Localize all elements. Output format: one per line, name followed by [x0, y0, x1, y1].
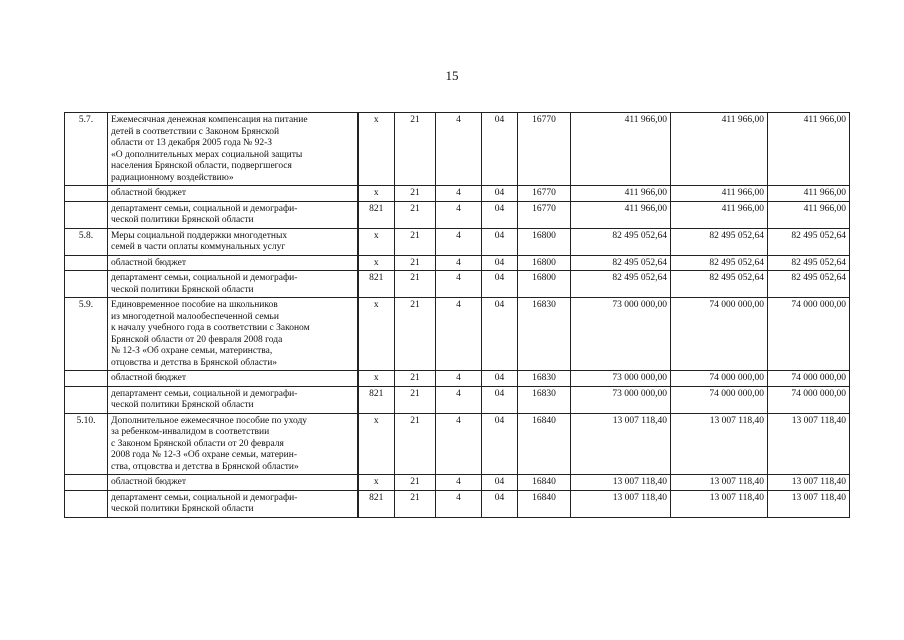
subsection-code: 4: [436, 490, 482, 517]
subsection-code: 4: [436, 386, 482, 413]
table-body: [65, 113, 850, 518]
amount-year-3: 13 007 118,40: [768, 413, 850, 475]
grbs-code: х: [358, 186, 395, 202]
amount-year-1: 82 495 052,64: [571, 228, 671, 255]
subsection-code: 4: [436, 475, 482, 491]
grbs-code: х: [358, 255, 395, 271]
subsection-code: 4: [436, 371, 482, 387]
subsection-code: 4: [436, 271, 482, 298]
row-name: департамент семьи, социальной и демографи- ческой политики Брянской области: [108, 271, 358, 298]
program-code: 04: [482, 386, 518, 413]
subsection-code: 4: [436, 113, 482, 186]
section-code: 21: [395, 271, 436, 298]
section-code: 21: [395, 113, 436, 186]
grbs-code: 821: [358, 386, 395, 413]
row-number: [65, 201, 108, 228]
amount-year-3: 411 966,00: [768, 113, 850, 186]
amount-year-3: 82 495 052,64: [768, 228, 850, 255]
amount-year-1: 13 007 118,40: [571, 475, 671, 491]
section-code: 21: [395, 490, 436, 517]
section-code: 21: [395, 298, 436, 371]
amount-year-2: 13 007 118,40: [671, 490, 768, 517]
row-name: областной бюджет: [108, 475, 358, 491]
direction-code: 16840: [518, 490, 571, 517]
direction-code: 16770: [518, 201, 571, 228]
subsection-code: 4: [436, 186, 482, 202]
direction-code: 16800: [518, 255, 571, 271]
table-row: [65, 490, 850, 517]
direction-code: 16800: [518, 271, 571, 298]
table-row: [65, 201, 850, 228]
amount-year-2: 82 495 052,64: [671, 271, 768, 298]
table-row: [65, 228, 850, 255]
amount-year-1: 73 000 000,00: [571, 298, 671, 371]
amount-year-1: 73 000 000,00: [571, 371, 671, 387]
subsection-code: 4: [436, 228, 482, 255]
direction-code: 16800: [518, 228, 571, 255]
row-number: [65, 255, 108, 271]
grbs-code: х: [358, 298, 395, 371]
row-number: 5.7.: [65, 113, 108, 186]
row-name: Меры социальной поддержки многодетных семей в части оплаты коммунальных услуг: [108, 228, 358, 255]
row-number: 5.8.: [65, 228, 108, 255]
page-number: 15: [445, 68, 459, 83]
amount-year-3: 82 495 052,64: [768, 255, 850, 271]
amount-year-1: 82 495 052,64: [571, 255, 671, 271]
grbs-code: 821: [358, 490, 395, 517]
amount-year-2: 411 966,00: [671, 201, 768, 228]
program-code: 04: [482, 490, 518, 517]
row-number: 5.10.: [65, 413, 108, 475]
grbs-code: х: [358, 413, 395, 475]
table-row: [65, 298, 850, 371]
direction-code: 16830: [518, 371, 571, 387]
subsection-code: 4: [436, 255, 482, 271]
program-code: 04: [482, 298, 518, 371]
section-code: 21: [395, 386, 436, 413]
amount-year-3: 13 007 118,40: [768, 490, 850, 517]
row-name: департамент семьи, социальной и демографи- ческой политики Брянской области: [108, 490, 358, 517]
program-code: 04: [482, 475, 518, 491]
table-row: [65, 113, 850, 186]
amount-year-2: 82 495 052,64: [671, 255, 768, 271]
grbs-code: х: [358, 475, 395, 491]
direction-code: 16830: [518, 386, 571, 413]
grbs-code: 821: [358, 201, 395, 228]
program-code: 04: [482, 271, 518, 298]
direction-code: 16770: [518, 113, 571, 186]
budget-table: [64, 112, 850, 518]
row-name: Единовременное пособие на школьников из многодетной малообеспеченной семьи к началу учебного года в соответствии с Законом Брянской области от 20 февраля 2008 года № 12-З «Об охране семьи, материнства, отцовства и детства в Брянской области»: [108, 298, 358, 371]
program-code: 04: [482, 255, 518, 271]
table-row: [65, 386, 850, 413]
amount-year-3: 74 000 000,00: [768, 371, 850, 387]
amount-year-2: 13 007 118,40: [671, 475, 768, 491]
amount-year-3: 411 966,00: [768, 201, 850, 228]
grbs-code: 821: [358, 271, 395, 298]
row-number: [65, 475, 108, 491]
program-code: 04: [482, 186, 518, 202]
table-row: [65, 186, 850, 202]
section-code: 21: [395, 228, 436, 255]
direction-code: 16840: [518, 413, 571, 475]
program-code: 04: [482, 201, 518, 228]
amount-year-1: 411 966,00: [571, 201, 671, 228]
table-row: [65, 255, 850, 271]
subsection-code: 4: [436, 201, 482, 228]
table-row: [65, 271, 850, 298]
amount-year-3: 13 007 118,40: [768, 475, 850, 491]
table-row: [65, 475, 850, 491]
table-row: [65, 413, 850, 475]
direction-code: 16840: [518, 475, 571, 491]
amount-year-3: 74 000 000,00: [768, 386, 850, 413]
amount-year-2: 74 000 000,00: [671, 371, 768, 387]
program-code: 04: [482, 413, 518, 475]
row-number: [65, 371, 108, 387]
direction-code: 16830: [518, 298, 571, 371]
grbs-code: х: [358, 113, 395, 186]
row-name: департамент семьи, социальной и демографи- ческой политики Брянской области: [108, 386, 358, 413]
amount-year-1: 73 000 000,00: [571, 386, 671, 413]
program-code: 04: [482, 371, 518, 387]
grbs-code: х: [358, 371, 395, 387]
amount-year-3: 82 495 052,64: [768, 271, 850, 298]
section-code: 21: [395, 255, 436, 271]
amount-year-1: 411 966,00: [571, 186, 671, 202]
amount-year-1: 13 007 118,40: [571, 490, 671, 517]
amount-year-1: 13 007 118,40: [571, 413, 671, 475]
grbs-code: х: [358, 228, 395, 255]
section-code: 21: [395, 201, 436, 228]
subsection-code: 4: [436, 413, 482, 475]
row-name: Ежемесячная денежная компенсация на питание детей в соответствии с Законом Брянской области от 13 декабря 2005 года № 92-З «О дополнительных мерах социальной защиты населения Брянской области, подвергшегося радиационному воздействию»: [108, 113, 358, 186]
amount-year-2: 411 966,00: [671, 186, 768, 202]
program-code: 04: [482, 113, 518, 186]
row-name: областной бюджет: [108, 255, 358, 271]
row-number: [65, 271, 108, 298]
row-number: [65, 186, 108, 202]
direction-code: 16770: [518, 186, 571, 202]
subsection-code: 4: [436, 298, 482, 371]
row-name: областной бюджет: [108, 371, 358, 387]
amount-year-1: 82 495 052,64: [571, 271, 671, 298]
row-number: [65, 386, 108, 413]
program-code: 04: [482, 228, 518, 255]
row-number: 5.9.: [65, 298, 108, 371]
section-code: 21: [395, 186, 436, 202]
row-name: областной бюджет: [108, 186, 358, 202]
amount-year-2: 74 000 000,00: [671, 298, 768, 371]
table-row: [65, 371, 850, 387]
row-number: [65, 490, 108, 517]
amount-year-2: 13 007 118,40: [671, 413, 768, 475]
amount-year-2: 82 495 052,64: [671, 228, 768, 255]
section-code: 21: [395, 413, 436, 475]
amount-year-1: 411 966,00: [571, 113, 671, 186]
row-name: Дополнительное ежемесячное пособие по уходу за ребенком-инвалидом в соответствии с Законом Брянской области от 20 февраля 2008 года № 12-З «Об охране семьи, материн- ства, отцовства и детства в Брянской области»: [108, 413, 358, 475]
amount-year-3: 74 000 000,00: [768, 298, 850, 371]
section-code: 21: [395, 475, 436, 491]
section-code: 21: [395, 371, 436, 387]
amount-year-2: 411 966,00: [671, 113, 768, 186]
amount-year-3: 411 966,00: [768, 186, 850, 202]
amount-year-2: 74 000 000,00: [671, 386, 768, 413]
row-name: департамент семьи, социальной и демографи- ческой политики Брянской области: [108, 201, 358, 228]
